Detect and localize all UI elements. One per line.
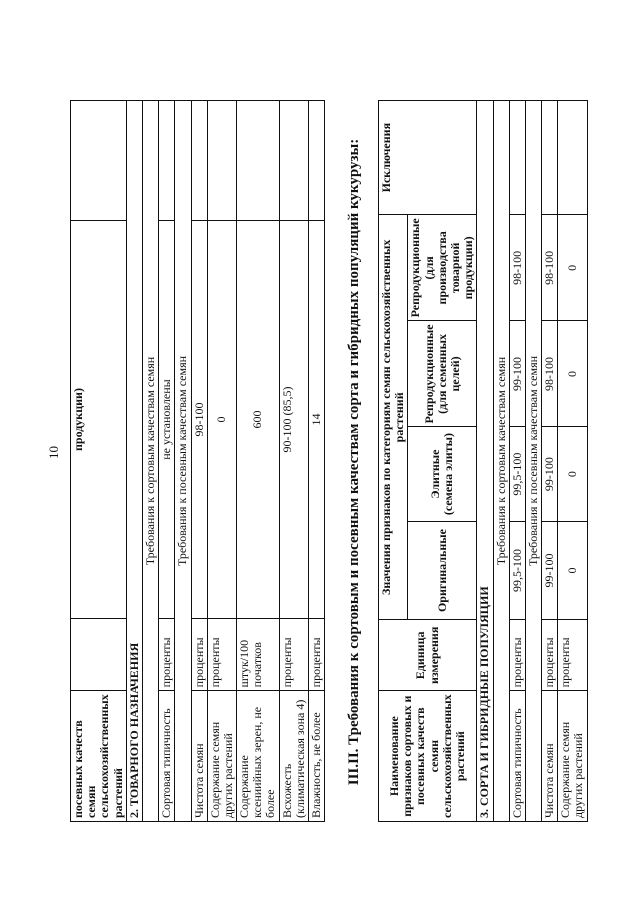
cell-name: Всхожесть (климатическая зона 4) bbox=[279, 691, 308, 822]
cell-unit: проценты bbox=[309, 619, 325, 691]
cell-unit: проценты bbox=[558, 620, 587, 691]
section-row bbox=[477, 101, 493, 822]
section-heading: III.II. Требования к сортовым и посевным качествам сорта и гибридных популяций кукурузы: bbox=[346, 138, 362, 786]
header-repro-commercial: Репродукционные (для производства товарной продукции) bbox=[408, 215, 477, 321]
cell-unit: штук/100 початков bbox=[237, 619, 280, 691]
header-values-cont: продукции) bbox=[71, 220, 127, 619]
subheader-row bbox=[525, 101, 541, 822]
cell-value: 98-100 bbox=[191, 220, 207, 619]
table-row bbox=[237, 101, 280, 822]
cell-value: 98-100 bbox=[542, 321, 558, 427]
cell-unit: проценты bbox=[191, 619, 207, 691]
table-corn-requirements bbox=[378, 100, 588, 822]
table-row bbox=[207, 101, 236, 822]
cell-value: 0 bbox=[558, 427, 587, 521]
cell-name: Содержание семян других растений bbox=[558, 691, 587, 822]
subheader-row bbox=[493, 101, 509, 822]
cell-value: не установлены bbox=[159, 220, 175, 619]
table-row bbox=[159, 101, 175, 822]
header-name-cont: посевных качеств семян сельскохозяйственных растений bbox=[71, 691, 127, 822]
cell-name: Содержание семян других растений bbox=[207, 691, 236, 822]
header-elite: Элитные (семена элиты) bbox=[408, 427, 477, 521]
header-row bbox=[379, 101, 408, 822]
cell-value: 98-100 bbox=[542, 215, 558, 321]
cell-unit: проценты bbox=[542, 620, 558, 691]
cell-value: 99,5-100 bbox=[509, 427, 525, 521]
table-row bbox=[542, 101, 558, 822]
section-title: 2. ТОВАРНОГО НАЗНАЧЕНИЯ bbox=[126, 101, 142, 822]
cell-value: 0 bbox=[558, 521, 587, 620]
table-row bbox=[71, 101, 127, 822]
subheader-row bbox=[142, 101, 158, 822]
table-product-purpose bbox=[70, 100, 325, 822]
table-row bbox=[309, 101, 325, 822]
cell-name: Содержание ксениийных зерен, не более bbox=[237, 691, 280, 822]
section-title: 3. СОРТА И ГИБРИДНЫЕ ПОПУЛЯЦИИ bbox=[477, 101, 493, 822]
table-row bbox=[191, 101, 207, 822]
cell-name: Сортовая типичность bbox=[159, 691, 175, 822]
cell-value: 0 bbox=[558, 321, 587, 427]
subheader-row bbox=[175, 101, 191, 822]
req-sowing: Требования к посевным качествам семян bbox=[175, 101, 191, 822]
header-unit: Единица измерения bbox=[379, 620, 477, 691]
req-varietal: Требования к сортовым качествам семян bbox=[493, 101, 509, 822]
cell-value: 14 bbox=[309, 220, 325, 619]
header-exceptions: Исключения bbox=[379, 101, 477, 215]
header-repro-seed: Репродукционные (для семенных целей) bbox=[408, 321, 477, 427]
table-row bbox=[558, 101, 587, 822]
req-sowing: Требования к посевным качествам семян bbox=[525, 101, 541, 822]
cell-unit: проценты bbox=[279, 619, 308, 691]
cell-unit: проценты bbox=[207, 619, 236, 691]
cell-value: 98-100 bbox=[509, 215, 525, 321]
cell-value: 0 bbox=[558, 215, 587, 321]
cell-value: 99-100 bbox=[509, 321, 525, 427]
cell-name: Чистота семян bbox=[191, 691, 207, 822]
header-original: Оригинальные bbox=[408, 521, 477, 620]
cell-value: 600 bbox=[237, 220, 280, 619]
page-number: 10 bbox=[46, 446, 61, 459]
cell-value: 99-100 bbox=[542, 521, 558, 620]
header-values: Значения признаков по категориям семян сельскохозяйственных растений bbox=[379, 215, 408, 620]
cell-value: 90-100 (85,5) bbox=[279, 220, 308, 619]
table-row bbox=[279, 101, 308, 822]
header-name: Наименование признаков сортовых и посевных качеств семян сельскохозяйственных растений bbox=[379, 691, 477, 822]
cell-name: Чистота семян bbox=[542, 691, 558, 822]
table-row bbox=[509, 101, 525, 822]
cell-unit: проценты bbox=[509, 620, 525, 691]
cell-name: Сортовая типичность bbox=[509, 691, 525, 822]
cell-name: Влажность, не более bbox=[309, 691, 325, 822]
cell-value: 99,5-100 bbox=[509, 521, 525, 620]
section-row bbox=[126, 101, 142, 822]
cell-unit: проценты bbox=[159, 619, 175, 691]
req-varietal: Требования к сортовым качествам семян bbox=[142, 101, 158, 822]
cell-value: 99-100 bbox=[542, 427, 558, 521]
cell-value: 0 bbox=[207, 220, 236, 619]
